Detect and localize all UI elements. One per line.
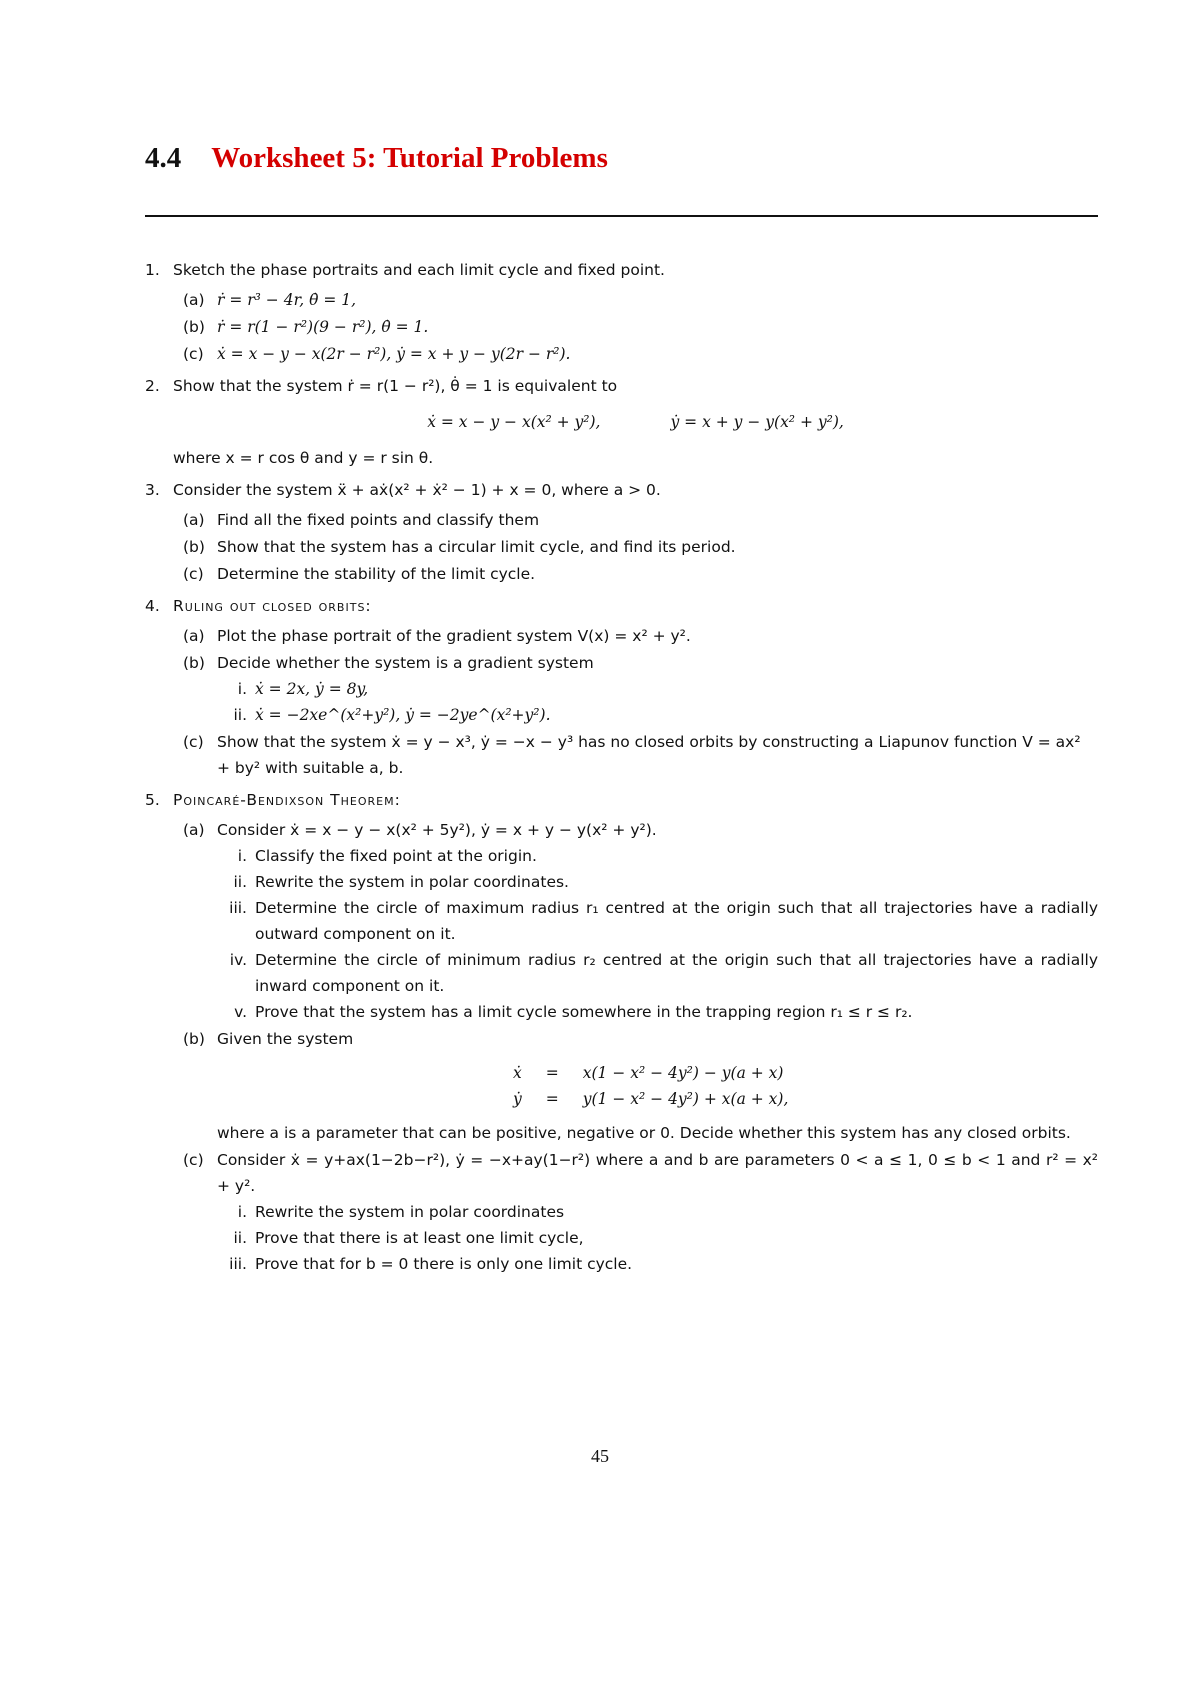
item-text: Determine the circle of maximum radius r₁ centred at the origin such that all trajectories have a radially outward component on it. — [255, 899, 1098, 943]
roman-item — [221, 1251, 1098, 1277]
roman-item — [221, 1225, 1098, 1251]
part-text: Consider ẋ = y+ax(1−2b−r²), ẏ = −x+ay(1−r²) where a and b are parameters 0 < a ≤ 1, 0 ≤ b < 1 and r² = x² + y². — [217, 1151, 1098, 1195]
equation-rel: = — [545, 1064, 559, 1082]
item-text: Classify the fixed point at the origin. — [255, 847, 537, 865]
problem-intro: Sketch the phase portraits and each limit cycle and fixed point. — [173, 261, 665, 279]
part-text: ṙ = r³ − 4r, θ̇ = 1, — [217, 291, 357, 309]
problem-1-part-a — [183, 287, 1098, 313]
part-text: Show that the system has a circular limit cycle, and find its period. — [217, 538, 736, 556]
problem-number: 3. — [145, 481, 160, 499]
part-text: Show that the system ẋ = y − x³, ẏ = −x − y³ has no closed orbits by constructing a Liapunov function V = ax² + by² with suitable a, b. — [217, 733, 1081, 777]
problem-4 — [145, 593, 1098, 781]
part-text: Find all the fixed points and classify them — [217, 511, 540, 529]
part-label: (b) — [183, 1030, 205, 1048]
part-text: Plot the phase portrait of the gradient system V(x) = x² + y². — [217, 627, 691, 645]
item-label: ii. — [233, 873, 247, 891]
problem-4-part-b — [183, 650, 1098, 728]
part-label: (a) — [183, 511, 205, 529]
item-text: Rewrite the system in polar coordinates. — [255, 873, 569, 891]
part-text: Consider ẋ = x − y − x(x² + 5y²), ẏ = x + y − y(x² + y²). — [217, 821, 657, 839]
page-number: 45 — [591, 1446, 609, 1466]
part-label: (a) — [183, 291, 205, 309]
item-label: i. — [237, 847, 247, 865]
problem-number: 5. — [145, 791, 160, 809]
part-text: ẋ = x − y − x(2r − r²), ẏ = x + y − y(2r − r²). — [217, 345, 571, 363]
part-label: (b) — [183, 318, 205, 336]
item-text: Determine the circle of minimum radius r₂ centred at the origin such that all trajectories have a radially inward component on it. — [255, 951, 1098, 995]
part-outro: where a is a parameter that can be positive, negative or 0. Decide whether this system has any closed orbits. — [217, 1124, 1071, 1142]
roman-item — [221, 999, 1098, 1025]
item-label: ii. — [233, 1229, 247, 1247]
problem-outro: where x = r cos θ and y = r sin θ. — [173, 449, 434, 467]
item-label: iii. — [229, 899, 247, 917]
roman-item — [221, 1199, 1098, 1225]
item-label: ii. — [233, 706, 247, 724]
problem-number: 4. — [145, 597, 160, 615]
item-label: i. — [237, 680, 247, 698]
display-equation — [173, 409, 1098, 435]
section-number: 4.4 — [145, 142, 182, 174]
equation-right: ẏ = x + y − y(x² + y²), — [670, 413, 844, 431]
section-heading — [145, 130, 1098, 173]
part-label: (b) — [183, 538, 205, 556]
problem-1-part-b — [183, 314, 1098, 340]
problem-number: 1. — [145, 261, 160, 279]
part-label: (a) — [183, 821, 205, 839]
problem-1 — [145, 257, 1098, 367]
equation-rel: = — [545, 1090, 559, 1108]
roman-item — [221, 869, 1098, 895]
part-text: Decide whether the system is a gradient system — [217, 654, 594, 672]
problem-intro: Consider the system ẍ + aẋ(x² + ẋ² − 1) + x = 0, where a > 0. — [173, 481, 661, 499]
item-text: Rewrite the system in polar coordinates — [255, 1203, 565, 1221]
item-text: ẋ = −2xe^(x²+y²), ẏ = −2ye^(x²+y²). — [255, 706, 551, 724]
part-label: (c) — [183, 1151, 204, 1169]
equation-row — [503, 1086, 798, 1112]
part-label: (a) — [183, 627, 205, 645]
roman-item — [221, 676, 1098, 702]
item-label: i. — [237, 1203, 247, 1221]
problem-5-part-a — [183, 817, 1098, 1025]
item-label: iv. — [229, 951, 247, 969]
equation-rhs: y(1 − x² − 4y²) + x(a + x), — [582, 1090, 789, 1108]
equation-system — [503, 1060, 798, 1112]
equation-rhs: x(1 − x² − 4y²) − y(a + x) — [582, 1064, 784, 1082]
problem-1-part-c — [183, 341, 1098, 367]
equation-row — [503, 1060, 798, 1086]
item-label: iii. — [229, 1255, 247, 1273]
problem-number: 2. — [145, 377, 160, 395]
equation-lhs: ẋ — [513, 1064, 522, 1082]
part-label: (c) — [183, 733, 204, 751]
part-text: Given the system — [217, 1030, 354, 1048]
item-text: Prove that the system has a limit cycle somewhere in the trapping region r₁ ≤ r ≤ r₂. — [255, 1003, 913, 1021]
problem-2 — [145, 373, 1098, 471]
item-text: Prove that there is at least one limit cycle, — [255, 1229, 584, 1247]
problem-4-part-a — [183, 623, 1098, 649]
problem-intro: Poincaré-Bendixson Theorem: — [173, 791, 401, 809]
roman-item — [221, 947, 1098, 999]
roman-item — [221, 843, 1098, 869]
part-label: (c) — [183, 345, 204, 363]
problem-5 — [145, 787, 1098, 1277]
worksheet-page — [145, 130, 1098, 1283]
equation-lhs: ẏ — [513, 1090, 522, 1108]
part-label: (b) — [183, 654, 205, 672]
roman-item — [221, 895, 1098, 947]
item-text: ẋ = 2x, ẏ = 8y, — [255, 680, 369, 698]
part-text: ṙ = r(1 − r²)(9 − r²), θ̇ = 1. — [217, 318, 429, 336]
item-text: Prove that for b = 0 there is only one limit cycle. — [255, 1255, 633, 1273]
problem-4-part-c — [183, 729, 1098, 781]
equation-left: ẋ = x − y − x(x² + y²), — [427, 413, 601, 431]
problem-3 — [145, 477, 1098, 587]
problem-5-part-c — [183, 1147, 1098, 1277]
problem-5-part-b — [183, 1026, 1098, 1146]
section-title: Worksheet 5: Tutorial Problems — [211, 142, 608, 174]
problem-intro: Show that the system ṙ = r(1 − r²), θ̇ = 1 is equivalent to — [173, 377, 618, 395]
problem-list — [145, 257, 1098, 1277]
item-label: v. — [234, 1003, 247, 1021]
problem-3-part-b — [183, 534, 1098, 560]
problem-3-part-a — [183, 507, 1098, 533]
problem-intro: Ruling out closed orbits: — [173, 597, 372, 615]
part-label: (c) — [183, 565, 204, 583]
problem-3-part-c — [183, 561, 1098, 587]
roman-item — [221, 702, 1098, 728]
heading-rule — [145, 215, 1098, 217]
part-text: Determine the stability of the limit cycle. — [217, 565, 536, 583]
